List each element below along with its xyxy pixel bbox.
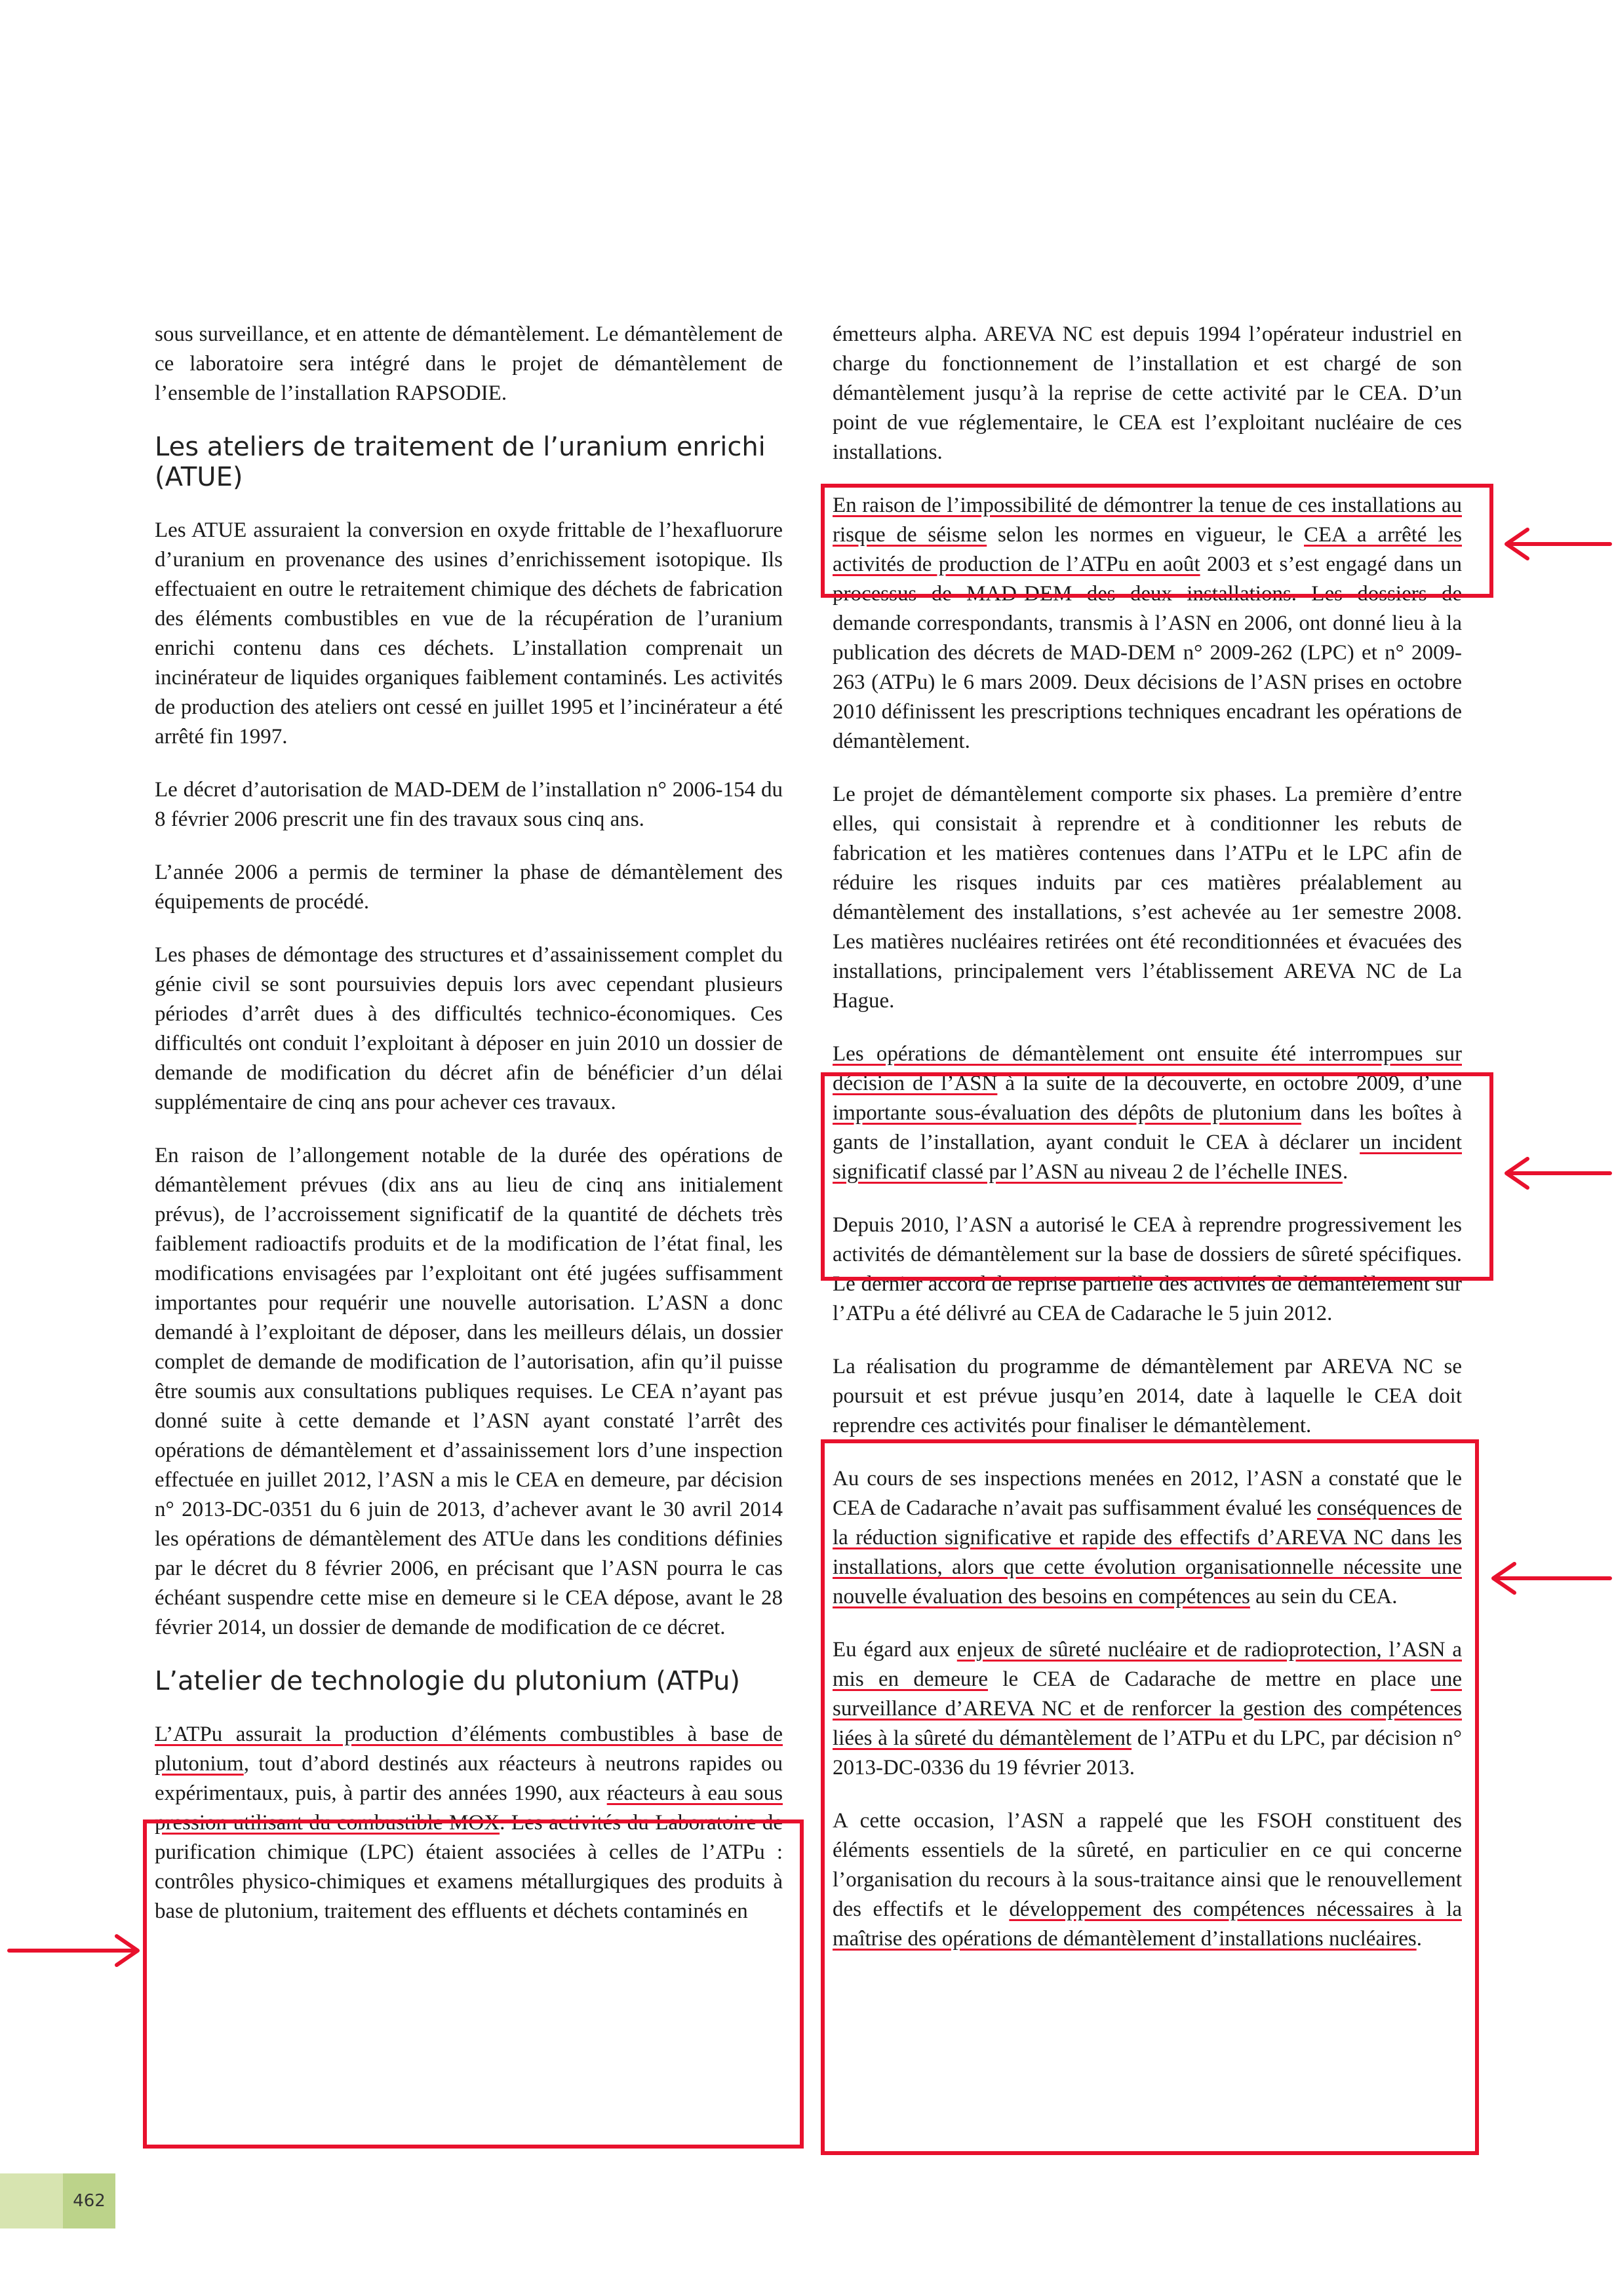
heading-atue: Les ateliers de traitement de l’uranium enrichi (ATUE) xyxy=(155,432,766,492)
highlight-box-seisme xyxy=(821,484,1493,598)
text-run: selon les normes en vigueur, le xyxy=(987,523,1305,547)
highlight-box-atpu xyxy=(143,1819,804,2149)
underlined-text: CEA a arrêté les activités de production de l’ATPu en août xyxy=(833,523,1462,576)
highlight-box-interruption xyxy=(821,1072,1493,1281)
text-run: Eu égard aux xyxy=(833,1638,957,1662)
text-run: le CEA de Cadarache de mettre en place xyxy=(988,1667,1431,1691)
text-run: . Les activités du Laboratoire de purification chimique (LPC) étaient associées à celles de l’ATPu : contrôles physico-chimiques et examens métallurgiques des produits à base de plutonium, traitement des effluents et déchets contaminés en xyxy=(155,1811,783,1923)
paragraph-programme: La réalisation du programme de démantèlement par AREVA NC se poursuit et est prévue jusqu’en 2014, date à laquelle le CEA doit reprendre ces activités pour finaliser le démantèlement. xyxy=(833,1355,1462,1437)
arrow-left-icon xyxy=(1488,1559,1613,1598)
underlined-text: Les opérations de démantèlement ont ensuite été interrompues sur décision de l’ASN xyxy=(833,1042,1462,1095)
paragraph-atue-3: L’année 2006 a permis de terminer la phase de démantèlement des équipements de procédé. xyxy=(155,861,783,914)
underlined-text: importante sous-évaluation des dépôts de plutonium xyxy=(833,1101,1302,1125)
text-run: Au cours de ses inspections menées en 2012, l’ASN a constaté que le CEA de Cadarache n’avait pas suffisamment évalué les xyxy=(833,1467,1462,1520)
text-run: . xyxy=(1416,1927,1422,1951)
underlined-text: un incident significatif classé par l’ASN au niveau 2 de l’échelle INES xyxy=(833,1131,1462,1184)
underlined-text: conséquences de la réduction significative et rapide des effectifs d’AREVA NC dans les installations, alors que cette évolution organisationnelle nécessite une nouvelle évaluation des besoins en compétences xyxy=(833,1496,1462,1608)
arrow-left-icon xyxy=(1501,524,1613,564)
paragraph-atue-2: Le décret d’autorisation de MAD-DEM de l’installation n° 2006-154 du 8 février 2006 prescrit une fin des travaux sous cinq ans. xyxy=(155,778,783,831)
paragraph-reprise: Depuis 2010, l’ASN a autorisé le CEA à reprendre progressivement les activités de démantèlement sur la base de dossiers de sûreté spécifiques. Le dernier accord de reprise partielle des activités de démantèlement sur l’ATPu a été délivré au CEA de Cadarache le 5 juin 2012. xyxy=(833,1213,1462,1325)
arrow-left-icon xyxy=(1501,1154,1613,1193)
paragraph-intro-right: émetteurs alpha. AREVA NC est depuis 1994 l’opérateur industriel en charge du fonctionnement de l’installation et est chargé de son démantèlement jusqu’à la reprise de cette activité par le CEA. D’un point de vue réglementaire, le CEA est l’exploitant nucléaire de ces installations. xyxy=(833,322,1462,464)
underlined-text: développement des compétences nécessaires à la maîtrise des opérations de démantèlement d’installations nucléaires xyxy=(833,1897,1462,1951)
page-number: 462 xyxy=(63,2173,115,2228)
left-column xyxy=(155,320,783,1950)
text-run: , tout d’abord destinés aux réacteurs à neutrons rapides ou expérimentaux, puis, à partir des années 1990, aux xyxy=(155,1752,783,1805)
paragraph-atue-1: Les ATUE assuraient la conversion en oxyde frittable de l’hexafluorure d’uranium en provenance des usines d’enrichissement isotopique. Ils effectuaient en outre le retraitement chimique des déchets de fabrication des éléments combustibles en vue de la récupération de l’uranium enrichi contenu dans ces déchets. L’installation comprenait un incinérateur de liquides organiques faiblement contaminés. Les activités de production des ateliers ont cessé en juillet 1995 et l’incinérateur a été arrêté fin 1997. xyxy=(155,518,783,749)
text-run: 2003 et s’est engagé dans un processus de MAD-DEM des deux installations. Les dossiers de demande correspondants, transmis à l’ASN en 2006, ont donné lieu à la publication des décrets de MAD-DEM n° 2009-262 (LPC) et n° 2009-263 (ATPu) le 6 mars 2009. Deux décisions de l’ASN prises en octobre 2010 définissent les prescriptions techniques encadrant les opérations de démantèlement. xyxy=(833,553,1462,753)
text-run: de l’ATPu et du LPC, par décision n° 2013-DC-0336 du 19 février 2013. xyxy=(833,1726,1462,1780)
highlight-box-programme xyxy=(821,1439,1479,2155)
text-run: . xyxy=(1342,1160,1348,1184)
text-run: au sein du CEA. xyxy=(1250,1585,1398,1608)
underlined-text: L’ATPu assurait la production d’éléments combustibles à base de plutonium xyxy=(155,1722,783,1776)
paragraph-atue-5: En raison de l’allongement notable de la durée des opérations de démantèlement prévues (dix ans au lieu de cinq ans initialement prévus), de l’accroissement significatif de la quantité de déchets très faiblement radioactifs produits et de la modification de l’état final, les modifications envisagées par l’exploitant ont été jugées suffisamment importantes pour requérir une nouvelle autorisation. L’ASN a donc demandé à l’exploitant de déposer, dans les meilleurs délais, un dossier complet de demande de modification de l’autorisation, afin qu’il puisse être soumis aux consultations publiques requises. Le CEA n’ayant pas donné suite à cette demande et l’ASN ayant constaté l’arrêt des opérations de démantèlement et d’assainissement lors d’une inspection effectuée en juillet 2012, l’ASN a mis le CEA en demeure, par décision n° 2013-DC-0351 du 6 juin de 2013, d’achever avant le 30 avril 2014 les opérations de démantèlement des ATUe dans les conditions définies par le décret du 8 février 2006, en précisant que l’ASN pourra le cas échéant suspendre cette mise en demeure si le CEA dépose, avant le 28 février 2014, un dossier de demande de modification de ce décret. xyxy=(155,1144,783,1639)
text-run: dans les boîtes à gants de l’installation, ayant conduit le CEA à déclarer xyxy=(833,1101,1463,1154)
underlined-text: En raison de l’impossibilité de démontrer la tenue de ces installations au risque de séisme xyxy=(833,494,1462,547)
paragraph-phases: Le projet de démantèlement comporte six phases. La première d’entre elles, qui consistait à reprendre et à conditionner les rebuts de fabrication et les matières contenues dans l’ATPu et le LPC afin de réduire les risques induits par ces matières préalablement au démantèlement des installations, s’est achevée au 1er semestre 2008. Les matières nucléaires retirées ont été reconditionnées et évacuées des installations, principalement vers l’établissement AREVA NC de La Hague. xyxy=(833,783,1462,1013)
paragraph-intro-left: sous surveillance, et en attente de démantèlement. Le démantèlement de ce laboratoire sera intégré dans le projet de démantèlement de l’ensemble de l’installation RAPSODIE. xyxy=(155,322,783,405)
text-run: A cette occasion, l’ASN a rappelé que les FSOH constituent des éléments essentiels de la sûreté, en particulier en ce qui concerne l’organisation du recours à la sous-traitance ainsi que le renouvellement des effectifs et le xyxy=(833,1809,1462,1921)
text-run: à la suite de la découverte, en octobre 2009, d’une xyxy=(997,1072,1462,1095)
arrow-right-icon xyxy=(7,1931,144,1970)
underlined-text: enjeux de sûreté nucléaire et de radioprotection, l’ASN a mis en demeure xyxy=(833,1638,1462,1691)
paragraph-atue-4: Les phases de démontage des structures et d’assainissement complet du génie civil se sont poursuivies depuis lors avec cependant plusieurs périodes d’arrêt dues à des difficultés technico-économiques. Ces difficultés ont conduit l’exploitant à déposer en juin 2010 un dossier de demande de modification du décret afin de bénéficier d’un délai supplémentaire de cinq ans pour achever ces travaux. xyxy=(155,943,783,1114)
underlined-text: réacteurs à eau sous pression utilisant du combustible MOX xyxy=(155,1781,783,1835)
heading-atpu: L’atelier de technologie du plutonium (ATPu) xyxy=(155,1666,741,1696)
underlined-text: une surveillance d’AREVA NC et de renforcer la gestion des compétences liées à la sûreté du démantèlement xyxy=(833,1667,1462,1750)
